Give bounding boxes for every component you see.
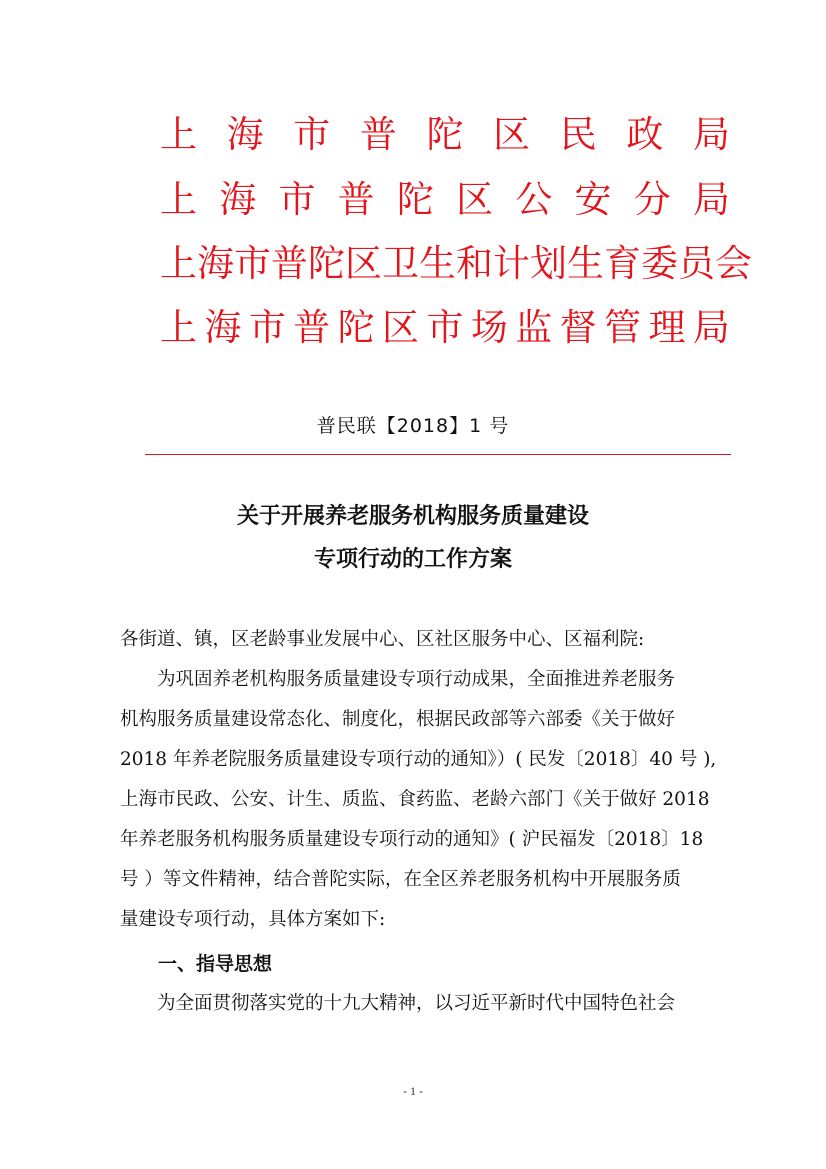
agency-character: 市: [234, 242, 271, 285]
agency-character: 局: [693, 113, 730, 156]
paragraph-line: 量建设专项行动，具体方案如下:: [120, 909, 386, 930]
agency-character: 委: [641, 242, 678, 285]
agency-character: 区: [456, 178, 494, 221]
agency-name-civil-affairs: [160, 113, 730, 156]
agency-character: 育: [604, 242, 641, 285]
agency-character: 普: [271, 242, 308, 285]
agency-character: 政: [626, 113, 664, 156]
agency-character: 上: [160, 113, 197, 156]
document-title-line-2: 专项行动的工作方案: [313, 546, 512, 572]
section-heading-guiding-ideology: 一、指导思想: [158, 953, 273, 975]
agency-name-public-security: [160, 178, 730, 221]
agency-character: 陀: [337, 306, 375, 349]
salutation: 各街道、镇，区老龄事业发展中心、区社区服务中心、区福利院:: [120, 629, 645, 650]
agency-character: 计: [493, 242, 530, 285]
agency-character: 海: [226, 113, 264, 156]
agency-character: 会: [715, 242, 752, 285]
paragraph-intro: [120, 660, 743, 940]
agency-character: 监: [515, 306, 553, 349]
agency-character: 普: [359, 113, 397, 156]
agency-character: 卫: [382, 242, 419, 285]
agency-character: 陀: [426, 113, 464, 156]
red-divider-line: [145, 454, 731, 455]
page-number: - 1 -: [403, 1084, 423, 1098]
document-title-line-1: 关于开展养老服务机构服务质量建设: [236, 503, 589, 529]
document-number: 普民联【2018】1 号: [316, 415, 510, 437]
agency-character: 督: [559, 306, 597, 349]
paragraph-line: 机构服务质量建设常态化、制度化，根据民政部等六部委《关于做好: [120, 709, 676, 730]
agency-character: 市: [426, 306, 464, 349]
paragraph-line: 为全面贯彻落实党的十九大精神，以习近平新时代中国特色社会: [120, 993, 676, 1014]
agency-character: 民: [559, 113, 597, 156]
agency-character: 市: [248, 306, 286, 349]
agency-character: 区: [382, 306, 420, 349]
agency-character: 局: [692, 306, 730, 349]
paragraph-line: 号 ）等文件精神，结合普陀实际，在全区养老服务机构中开展服务质: [120, 869, 681, 890]
agency-character: 分: [633, 178, 671, 221]
agency-name-market-supervision: [160, 306, 730, 349]
agency-character: 场: [470, 306, 508, 349]
agency-character: 市: [278, 178, 316, 221]
paragraph-line: 年养老服务机构服务质量建设专项行动的通知》( 沪民福发〔2018〕18: [120, 829, 704, 850]
agency-character: 区: [345, 242, 382, 285]
agency-character: 陀: [396, 178, 434, 221]
agency-character: 上: [160, 242, 197, 285]
agency-character: 普: [293, 306, 331, 349]
agency-character: 陀: [308, 242, 345, 285]
agency-character: 理: [648, 306, 686, 349]
agency-character: 海: [204, 306, 242, 349]
agency-character: 和: [456, 242, 493, 285]
agency-character: 市: [293, 113, 331, 156]
agency-name-health-family-planning: [160, 242, 752, 285]
agency-character: 海: [197, 242, 234, 285]
agency-character: 海: [219, 178, 257, 221]
agency-character: 局: [692, 178, 730, 221]
agency-character: 上: [160, 306, 197, 349]
agency-character: 上: [160, 178, 197, 221]
agency-character: 生: [567, 242, 604, 285]
agency-character: 管: [604, 306, 642, 349]
paragraph-line: 上海市民政、公安、计生、质监、食药监、老龄六部门《关于做好 2018: [120, 789, 710, 810]
agency-character: 生: [419, 242, 456, 285]
paragraph-line: 为巩固养老机构服务质量建设专项行动成果，全面推进养老服务: [120, 669, 676, 690]
agency-character: 安: [574, 178, 612, 221]
agency-character: 公: [515, 178, 553, 221]
paragraph-line: 2018 年养老院服务质量建设专项行动的通知》）( 民发〔2018〕40 号 ),: [120, 749, 717, 770]
agency-character: 普: [337, 178, 375, 221]
paragraph-guiding-ideology: [120, 984, 743, 1024]
agency-character: 员: [678, 242, 715, 285]
agency-character: 区: [493, 113, 531, 156]
agency-character: 划: [530, 242, 567, 285]
